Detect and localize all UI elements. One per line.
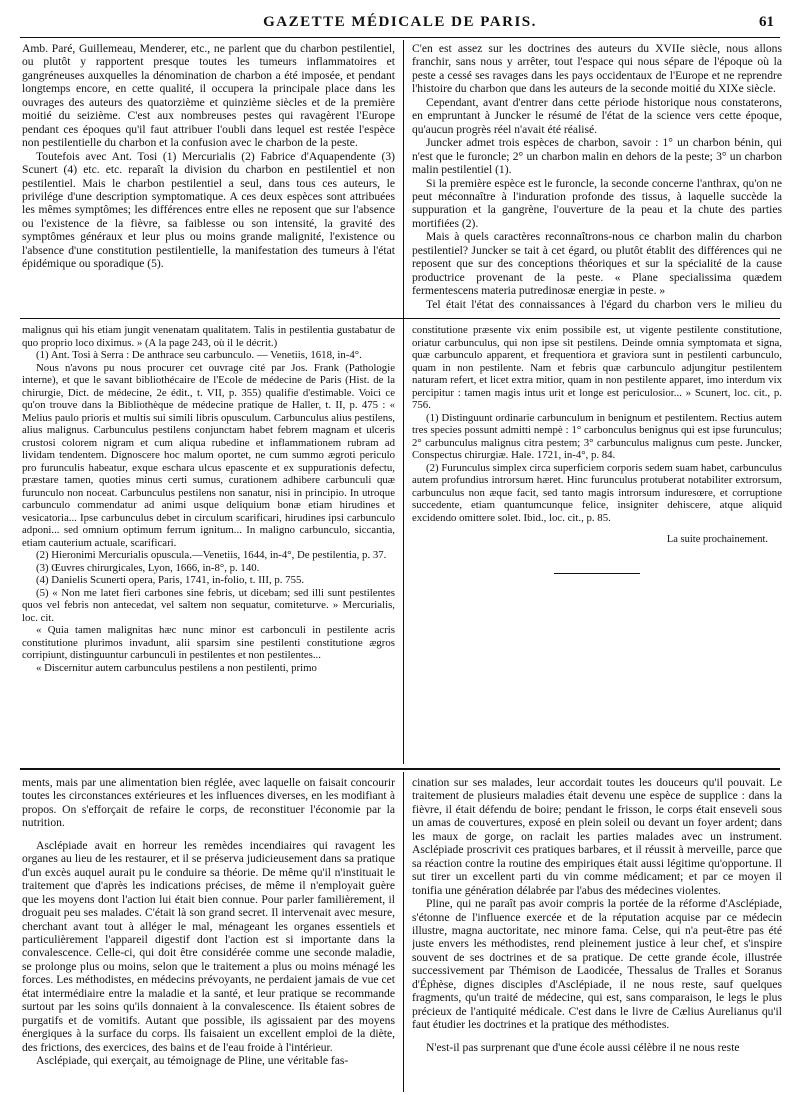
top-left-column (22, 42, 395, 310)
page-header (20, 4, 780, 34)
paragraph: Amb. Paré, Guillemeau, Menderer, etc., ne parlent que du charbon pestilentiel, ou plutôt y rapportent presque toutes les tumeurs inflammatoires et gangréneuses auxquelles la dénomination de charbon a été imposée, et pendant longtemps encore, en cette qualité, il occupera la principale place dans les ouvrages des auteurs des quatorzième et quinzième siècles et de la première moitié du seizième. C'est aux nombreuses pestes qui ravagèrent l'Europe pendant ces époques qu'il faut attribuer l'oubli dans lequel est restée l'espèce non pestilentielle du charbon et la confusion avec le charbon de la peste. (22, 42, 395, 150)
footnote-text: « Quia tamen malignitas hæc nunc minor est carbonculi in pestilente acris constitutione plurimos invadunt, alii sparsim sine pestilenti constitutione ægros corripiunt, distinguuntur carbunculi in pestilentes et non pestilentes... (22, 624, 395, 661)
paragraph: Pline, qui ne paraît pas avoir compris la portée de la réforme d'Asclépiade, s'étonne de l'influence exercée et de la réputation acquise par ce médecin illustre, magna auctoritate, nec minore fama. Celse, qui n'a peut-être pas été juste envers les méthodistes, rend pleinement justice à leur chef, et s'inspire souvent de ses doctrines et de sa pratique. De cette grande école, illustrée successivement par Thémison de Laodicée, Thessalus de Tralles et Soranus d'Éphèse, dignes disciples d'Asclépiade, il ne nous reste, sauf quelques fragments, qu'un traité de médecine, qui est, sans comparaison, le legs le plus précieux de l'antiquité médicale. C'est dans le livre de Cælius Aurelianus qu'il faut étudier les doctrines et la pratique des méthodistes. (412, 897, 782, 1032)
column-divider (403, 772, 404, 1092)
footnote: (1) Distinguunt ordinarie carbunculum in benignum et pestilentem. Rectius autem tres species possunt admitti nempè : 1° carbonculus benignus qui est ipse furunculus; 2° carbunculus malignus citra pestem; 3° carbunculus malignus cum peste. Juncker, Conspectus chirurgiæ. Hale. 1721, in-4°, p. 84. (412, 411, 782, 461)
page-number: 61 (759, 14, 774, 30)
bottom-right-column (412, 776, 782, 1094)
paragraph: Tel était l'état des connaissances à l'égard du charbon vers le milieu du (426, 297, 782, 310)
section-rule (20, 318, 780, 319)
footnote: (2) Furunculus simplex circa superficiem corporis sedem suam habet, carbunculus autem profundius introrsum hæret. Hinc furunculus protuberat notabiliter extrorsum, carbunculus non æque facit, sed tanto magis introrsum induresœre, et corruptione succedente, etiam quantumcunque felice, insigniter dehiscere, atque aliquid excidendo omittere solet. Ibid., loc. cit., p. 85. (412, 461, 782, 524)
paragraph: Asclépiade avait en horreur les remèdes incendiaires qui ravagent les organes au lieu de les restaurer, et il se préserva judicieusement dans sa pratique d'un excès auquel aurait pu le conduire sa théorie. De même qu'il n'instituait le traitement que d'après les indications précises, de même il n'employait guère que les moyens dont l'action lui était bien connue. Pour parler familièrement, il droguait peu ses malades. C'était là son grand secret. Il intervenait avec mesure, cherchant avant tout à alléger le mal, ménageant les organes essentiels et particulièrement l'appareil digestif dont l'action est si importante dans la convalescence. Celle-ci, qui doit être considérée comme une seconde maladie, se prolonge plus ou moins, selon que le traitement a plus ou moins ménagé les forces. Les méthodistes, en médecins prévoyants, ne perdaient jamais de vue cet état intermédiaire entre la maladie et la santé, et leur pratique se recommande surtout par les soins qu'ils donnaient à la convalescence. Ils étaient sobres de purgatifs et de vomitifs. Autant que possible, ils agissaient par des moyens énergiques à la surface du corps. Ils faisaient un excellent emploi de la diète, des frictions, des exercices, des bains et de l'eau froide à l'intérieur. (22, 838, 395, 1054)
paragraph: ments, mais par une alimentation bien réglée, avec laquelle on faisait concourir toutes les circonstances extérieures et les influences diverses, en les modifiant à propos. On s'efforçait de refaire le corps, de reconstituer l'économie par la nutrition. (22, 776, 395, 830)
paragraph: Toutefois avec Ant. Tosi (1) Mercurialis (2) Fabrice d'Aquapendente (3) Scunert (4) etc. etc. reparaît la division du charbon en pestilentiel et non pestilentiel. Mais le charbon pestilentiel a seul, dans tous ces auteurs, le privilége d'une description symptomatique. A ces deux espèces sont attribuées les mêmes symptômes; les différences entre elles ne reposent que sur l'absence ou l'existence de la fièvre, sa faiblesse ou son intensité, la gravité des symptômes généraux et leur plus ou moins grande malignité, l'existence ou l'absence d'une constitution pestilentielle, la manifestation des tumeurs à l'état épidémique ou sporadique (5). (22, 149, 395, 271)
section-rule (20, 768, 780, 770)
top-right-column (412, 42, 782, 310)
footnotes-left-column (22, 324, 395, 760)
footnote-text: Nous n'avons pu nous procurer cet ouvrage cité par Jos. Frank (Pathologie interne), et que le savant bibliothécaire de l'Ecole de médecine de Paris (Hist. de la chirurgie, Dict. de médecine, 2e édit., t. VII, p. 355) qualifie d'estimable. Voici ce qu'on trouve dans la Bibliothèque de médecine pratique de Haller, t. II, p. 475 : « Melius paulo prioris et multis sui simili libris opusculum. Carbunculus alius pestilens, alius malignus. Carbunculus pestilens conjunctam habet febrem magnam et ulceris crustosi colorem nigram et cum aliqua rubedine et inflammationem rubram ad lividam tendentem. Dignoscere hoc malum oportet, ne cum summo ægroti periculo pro furunculis habeatur, exque eschara ulcus epascente et ex suppurationis defectu, præstare tamen, quoties minus certi sumus, curationem adhibere carbunculi quæ furunculo non noceat. Carbunculus pestilens non sanatur, nisi in principio. In utroque carbunculo commendatur ad animi usque deliquium bonæ etiam hirudines et vesicatoria... Ipse carbunculus debet in circulum scarificari, hirudines ipsi carbunculo adponi... sed omnium optimum ferrum ignitum... In maligno carbunculo, siccantia, etiam cauterium actuale, scarificari. (22, 361, 395, 549)
footnote: (5) « Non me latet fieri carbones sine febris, ut dicebam; sed illi sunt pestilentes quos vel febris non antecedat, vel saltem non sequatur, comiteturve. » Mercurialis, loc. cit. (22, 586, 395, 624)
footnote: (3) Œuvres chirurgicales, Lyon, 1666, in-8°, p. 140. (36, 561, 260, 574)
footnote: (2) Hieronimi Mercurialis opuscula.—Venetiis, 1644, in-4°, De pestilentia, p. 37. (36, 549, 387, 561)
end-rule (554, 573, 640, 574)
paragraph: C'en est assez sur les doctrines des auteurs du XVIIe siècle, nous allons franchir, sans nous y arrêter, tout l'espace qui nous sépare de l'époque où la peste a cessé ses ravages dans les pays occidentaux de l'Europe et ne reprendre l'histoire du charbon que dans les auteurs de la seconde moitié du XIXe siècle. (412, 42, 782, 96)
column-divider (403, 40, 404, 764)
footnote-text: « Discernitur autem carbunculus pestilens a non pestilenti, primo (36, 661, 317, 674)
continuation-note: La suite prochainement. (666, 534, 768, 545)
footnote: (4) Danielis Scunerti opera, Paris, 1741, in-folio, t. III, p. 755. (36, 574, 305, 586)
paragraph: Mais à quels caractères reconnaîtrons-nous ce charbon malin du charbon pestilentiel? Juncker se tait à cet égard, ou plutôt établit des différences qui ne reposent que sur des conceptions théoriques et sur la spécialité de la cause productrice provenant de la peste. « Plane specialissima quædem fermentescens materia putredinosæ energiæ in peste. » (412, 230, 782, 298)
paragraph: cination sur ses malades, leur accordait toutes les douceurs qu'il pouvait. Le traitement de plusieurs maladies était devenu une espèce de supplice : dans la fièvre, il était défendu de boire; pendant le frisson, le corps était enseveli sous un amas de couvertures, exposé en plein soleil ou devant un foyer ardent; dans les maux de gorge, on raclait les parties malades avec un instrument. Asclépiade proscrivit ces pratiques barbares, et il réussit à merveille, parce que sa réaction contre la routine des empiriques était aussi légitime qu'opportune. Il sut tirer un excellent parti du vin comme médicament; et par ce moyen il tonifia une génération délabrée par l'abus des médecines violentes. (412, 776, 782, 897)
footnotes-right-column (412, 324, 782, 764)
footnote: (1) Ant. Tosi à Serra : De anthrace seu carbunculo. — Venetiis, 1618, in-4°. (36, 349, 362, 361)
paragraph: Cependant, avant d'entrer dans cette période historique nous constaterons, en empruntant à Juncker le résumé de l'état de la science vers cette époque, qu'aucun progrès réel n'avait été réalisé. (412, 95, 782, 136)
footnote-text: malignus qui his etiam jungit venenatam qualitatem. Talis in pestilentia gustabatur de quo proprio loco diximus. » (A la page 243, où il le décrit.) (22, 324, 395, 349)
paragraph: Juncker admet trois espèces de charbon, savoir : 1° un charbon bénin, qui n'est que le furoncle; 2° un charbon malin en dehors de la peste; 3° un charbon malin pestilentiel (1). (412, 136, 782, 177)
footnote-text: constitutione præsente vix enim possibile est, ut vigente pestilente constitutione, oriatur carbunculus, qui non ipse sit pestilens. Deinde omnia symptomata et signa, quæ carbunculo apparent, et frequentiora et graviora sunt in pestilenti carbunculo, quam in non pestilente. Nam et febris quæ carbunculo adjungitur pestilentem naturam refert, et licet extra mitior, quam in non pestilente apparet, imo interdum vix percipitur : tamen magis intus urit et longe est periculosior... » Scunert, loc. cit., p. 756. (412, 324, 782, 411)
paragraph: N'est-il pas surprenant que d'une école aussi célèbre il ne nous reste (426, 1040, 740, 1054)
bottom-left-column (22, 776, 395, 1094)
header-rule (20, 37, 780, 38)
journal-title: GAZETTE MÉDICALE DE PARIS. (263, 14, 537, 30)
paragraph: Si la première espèce est le furoncle, la seconde concerne l'anthrax, qu'on ne peut méconnaître à l'induration profonde des tissus, à laquelle succède la suppuration et la gangrène, l'ouverture de la peau et la chute des parties mortifiées (2). (412, 176, 782, 230)
paragraph: Asclépiade, qui exerçait, au témoignage de Pline, une véritable fas- (36, 1054, 349, 1068)
